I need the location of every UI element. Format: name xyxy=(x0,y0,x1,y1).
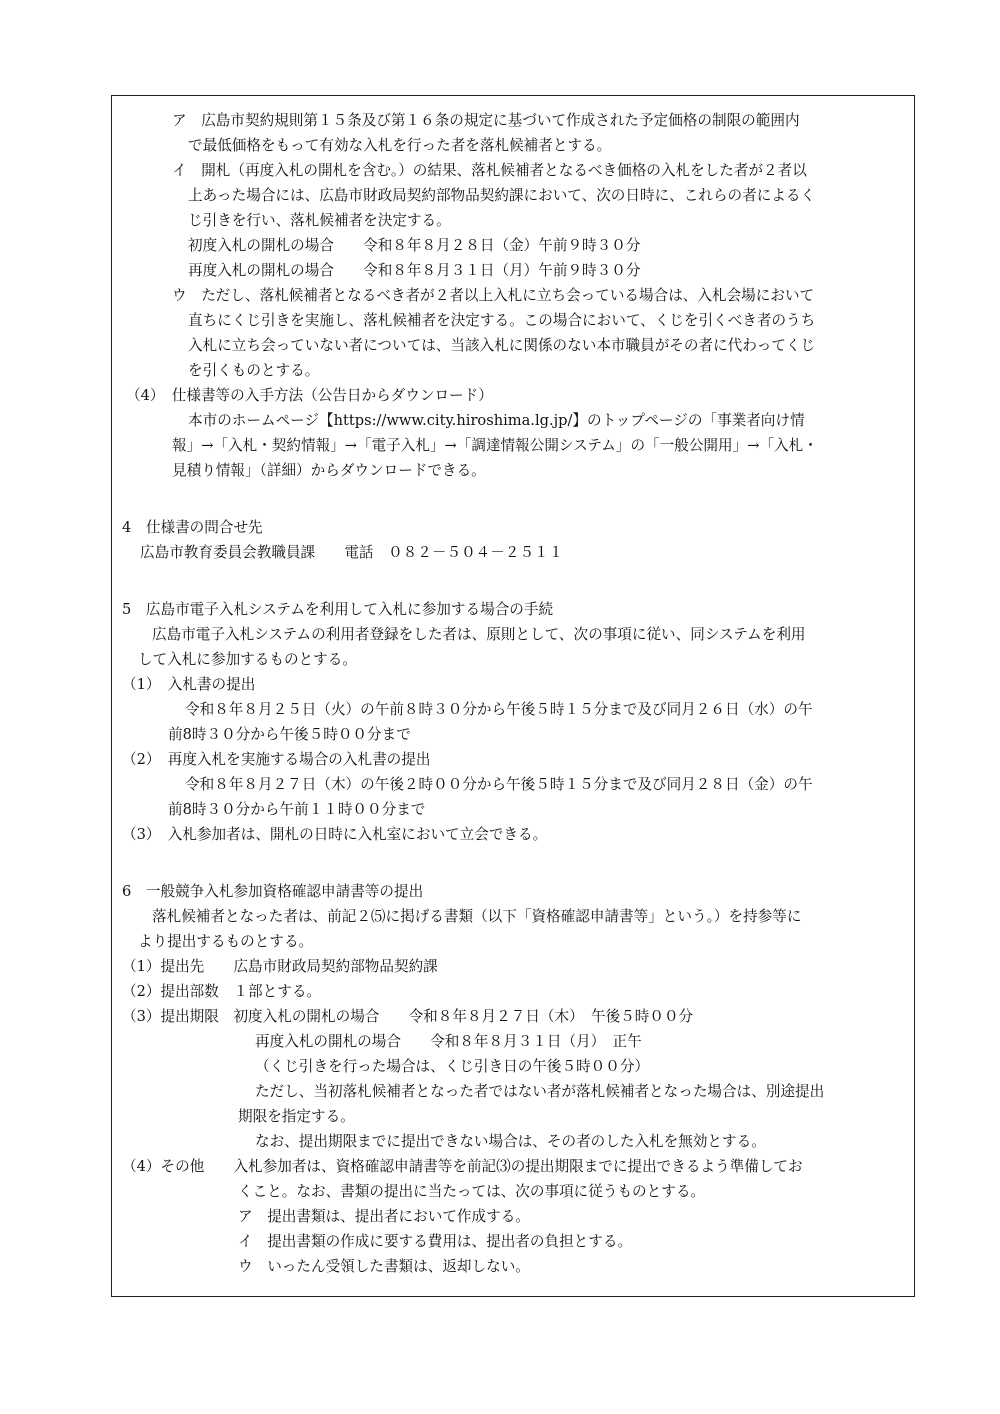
text-line xyxy=(122,600,553,620)
text-line-content: （2） 再度入札を実施する場合の入札書の提出 xyxy=(122,751,431,768)
text-line xyxy=(172,161,807,181)
text-line xyxy=(185,700,813,720)
text-line-content: イ 開札（再度入札の開札を含む。）の結果、落札候補者となるべき価格の入札をした者が２者以 xyxy=(172,162,807,179)
text-line xyxy=(138,650,357,670)
text-line xyxy=(122,825,547,845)
text-line xyxy=(122,518,263,538)
text-line-content: 落札候補者となった者は、前記２⑸に掲げる書類（以下「資格確認申請書等」という。）を持参等に xyxy=(152,908,802,925)
text-line xyxy=(238,1207,530,1227)
text-line-content: （4）その他 入札参加者は、資格確認申請書等を前記⑶の提出期限までに提出できるよう準備してお xyxy=(122,1158,803,1175)
text-line xyxy=(122,957,438,977)
text-line xyxy=(122,675,255,695)
text-line-content: くこと。なお、書類の提出に当たっては、次の事項に従うものとする。 xyxy=(238,1183,706,1200)
text-line-content: 4 仕様書の問合せ先 xyxy=(122,519,263,536)
text-line-content: 広島市教育委員会教職員課 電話 ０８２－５０４－２５１１ xyxy=(140,544,564,561)
text-line-content: 6 一般競争入札参加資格確認申請書等の提出 xyxy=(122,883,424,900)
text-line-content: で最低価格をもって有効な入札を行った者を落札候補者とする。 xyxy=(188,137,612,154)
text-line xyxy=(188,361,319,381)
text-line xyxy=(238,1107,355,1127)
text-line xyxy=(122,1007,693,1027)
text-line xyxy=(185,775,813,795)
text-line-content: なお、提出期限までに提出できない場合は、その者のした入札を無効とする。 xyxy=(255,1133,766,1150)
text-line-content: 初度入札の開札の場合 令和８年８月２８日（金）午前９時３０分 xyxy=(188,237,641,254)
text-line xyxy=(188,236,640,256)
text-line-content: 上あった場合には、広島市財政局契約部物品契約課において、次の日時に、これらの者によるく xyxy=(188,187,816,204)
text-line-content: を引くものとする。 xyxy=(188,362,320,379)
text-line-content: 見積り情報」（詳細）からダウンロードできる。 xyxy=(172,462,486,479)
text-line xyxy=(188,336,815,356)
text-line xyxy=(255,1082,824,1102)
text-line-content: して入札に参加するものとする。 xyxy=(138,651,357,668)
text-line-content: 前8時３０分から午後５時００分まで xyxy=(168,726,411,743)
text-line xyxy=(188,261,640,281)
text-line xyxy=(188,411,805,431)
text-line xyxy=(172,286,814,306)
text-line-content: 令和８年８月２７日（木）の午後２時００分から午後５時１５分まで及び同月２８日（金）の午 xyxy=(185,776,813,793)
text-line-content: （くじ引きを行った場合は、くじ引き日の午後５時００分） xyxy=(255,1058,650,1075)
text-line-content: （3）提出期限 初度入札の開札の場合 令和８年８月２７日（木） 午後５時００分 xyxy=(122,1008,694,1025)
text-line xyxy=(152,625,806,645)
text-line-content: ただし、当初落札候補者となった者ではない者が落札候補者となった場合は、別途提出 xyxy=(255,1083,825,1100)
text-line-content: ウ ただし、落札候補者となるべき者が２者以上入札に立ち会っている場合は、入札会場において xyxy=(172,287,815,304)
text-line xyxy=(172,461,486,481)
text-line xyxy=(122,882,423,902)
text-line-content: 期限を指定する。 xyxy=(238,1108,355,1125)
text-line xyxy=(138,932,313,952)
text-line-content: （3） 入札参加者は、開札の日時に入札室において立会できる。 xyxy=(122,826,548,843)
text-line xyxy=(122,750,430,770)
text-line-content: （4） 仕様書等の入手方法（公告日からダウンロード） xyxy=(126,387,493,404)
text-line xyxy=(255,1132,766,1152)
text-line xyxy=(152,907,801,927)
text-line xyxy=(188,136,611,156)
text-line xyxy=(188,186,815,206)
text-line-content: イ 提出書類の作成に要する費用は、提出者の負担とする。 xyxy=(238,1233,633,1250)
text-line-content: 前8時３０分から午前１１時００分まで xyxy=(168,801,426,818)
text-line-content: 令和８年８月２５日（火）の午前８時３０分から午後５時１５分まで及び同月２６日（水）の午 xyxy=(185,701,813,718)
text-line xyxy=(122,1157,803,1177)
text-line xyxy=(238,1232,632,1252)
text-line-content: ウ いったん受領した書類は、返却しない。 xyxy=(238,1258,530,1275)
text-line xyxy=(140,543,563,563)
text-line-content: （1） 入札書の提出 xyxy=(122,676,256,693)
text-line xyxy=(188,211,451,231)
text-line-content: ア 提出書類は、提出者において作成する。 xyxy=(238,1208,530,1225)
text-line xyxy=(188,311,815,331)
text-line-content: 本市のホームページ【https://www.city.hiroshima.lg.jp/】のトップページの「事業者向け情 xyxy=(188,412,805,429)
text-line-content: じ引きを行い、落札候補者を決定する。 xyxy=(188,212,451,229)
text-line-content: より提出するものとする。 xyxy=(138,933,314,950)
text-line xyxy=(255,1057,649,1077)
text-line xyxy=(172,436,818,456)
text-line xyxy=(168,800,425,820)
text-line-content: 再度入札の開札の場合 令和８年８月３１日（月）午前９時３０分 xyxy=(188,262,641,279)
text-line-content: 入札に立ち会っていない者については、当該入札に関係のない本市職員がその者に代わってくじ xyxy=(188,337,816,354)
text-line xyxy=(255,1032,642,1052)
text-line xyxy=(238,1257,530,1277)
text-line-content: 報」→「入札・契約情報」→「電子入札」→「調達情報公開システム」の「一般公開用」→「入札・ xyxy=(172,437,818,454)
text-line xyxy=(122,982,321,1002)
text-line xyxy=(238,1182,705,1202)
text-line-content: 再度入札の開札の場合 令和８年８月３１日（月） 正午 xyxy=(255,1033,642,1050)
text-line-content: 5 広島市電子入札システムを利用して入札に参加する場合の手続 xyxy=(122,601,554,618)
text-line xyxy=(126,386,493,406)
text-line xyxy=(168,725,411,745)
text-line xyxy=(172,111,800,131)
text-line-content: 直ちにくじ引きを実施し、落札候補者を決定する。この場合において、くじを引くべき者のうち xyxy=(188,312,816,329)
text-line-content: （1）提出先 広島市財政局契約部物品契約課 xyxy=(122,958,438,975)
text-line-content: ア 広島市契約規則第１５条及び第１６条の規定に基づいて作成された予定価格の制限の範囲内 xyxy=(172,112,800,129)
text-line-content: （2）提出部数 １部とする。 xyxy=(122,983,322,1000)
text-line-content: 広島市電子入札システムの利用者登録をした者は、原則として、次の事項に従い、同システムを利用 xyxy=(152,626,806,643)
